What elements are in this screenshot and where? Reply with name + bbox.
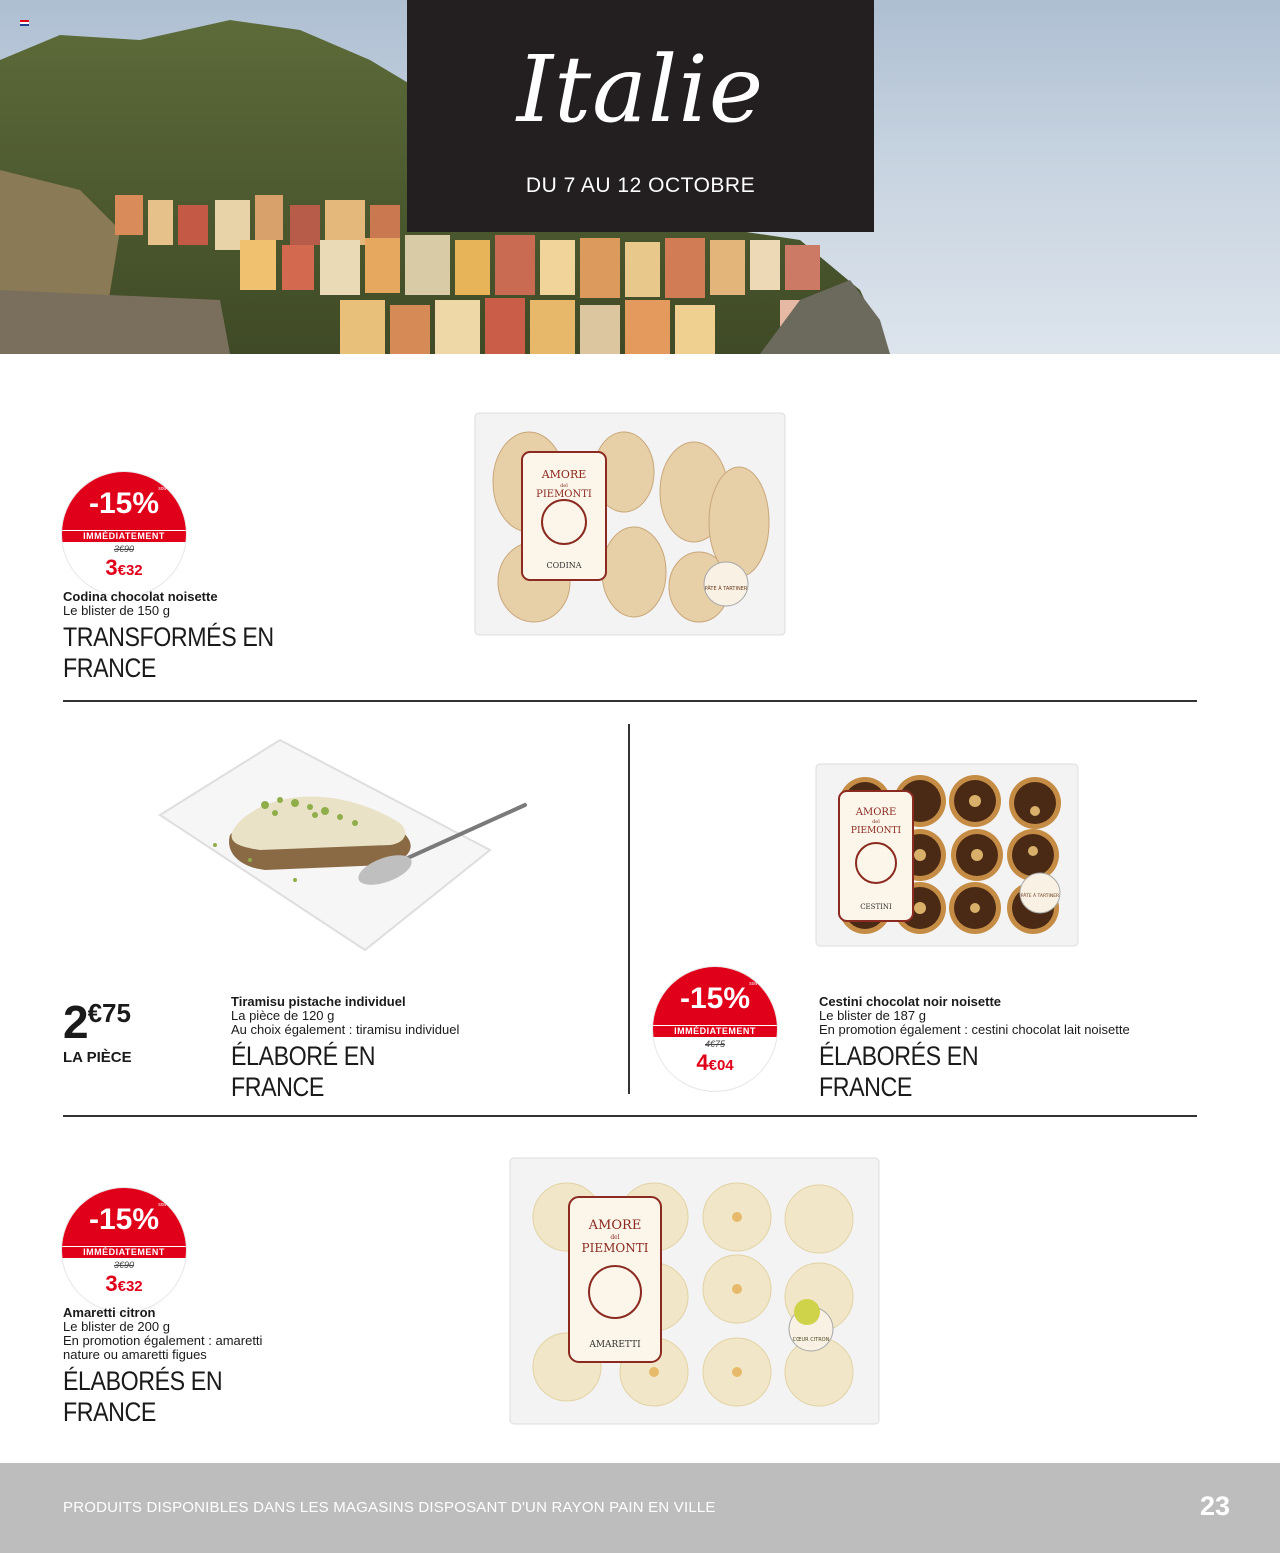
product-detail: En promotion également : amaretti xyxy=(63,1333,263,1348)
discount-percent: -15% xyxy=(62,472,186,530)
package-brand-top: AMORE xyxy=(855,807,897,818)
new-price xyxy=(62,555,186,581)
discount-percent: -15% xyxy=(62,1188,186,1246)
new-price-int: 3 xyxy=(105,1271,118,1296)
italian-flag-icon xyxy=(20,20,29,26)
product-name: Tiramisu pistache individuel xyxy=(231,994,406,1009)
package-brand-mid: del xyxy=(610,1234,620,1241)
availability-note: PRODUITS DISPONIBLES DANS LES MAGASINS DISPOSANT D'UN RAYON PAIN EN VILLE xyxy=(63,1499,716,1516)
product-info xyxy=(231,994,459,1103)
new-price-dec: €32 xyxy=(117,1278,143,1295)
discount-badge xyxy=(62,472,186,596)
discount-badge xyxy=(653,967,777,1091)
product-origin: ÉLABORÉS EN FRANCE xyxy=(63,1366,223,1427)
product-detail: Le blister de 200 g xyxy=(63,1319,170,1334)
badge-fine-print: soit xyxy=(158,1202,166,1208)
package-brand-bottom: PIEMONTI xyxy=(850,826,902,836)
product-detail: Au choix également : tiramisu individuel xyxy=(231,1022,460,1037)
package-brand-top: AMORE xyxy=(541,468,587,481)
flag-stripe xyxy=(20,24,29,26)
page-title: Italie xyxy=(516,36,765,143)
badge-fine-print: soit xyxy=(158,486,166,492)
package-product-name: AMARETTI xyxy=(589,1340,641,1350)
product-detail: En promotion également : cestini chocolat lait noisette xyxy=(819,1022,1130,1037)
product-origin: ÉLABORÉ EN FRANCE xyxy=(231,1041,376,1102)
old-price: 4€75 xyxy=(704,1039,726,1049)
amaretti-package-image xyxy=(509,1157,880,1425)
old-price: 3€90 xyxy=(113,544,135,554)
product-origin: ÉLABORÉS EN FRANCE xyxy=(819,1041,979,1102)
price-int: 2 xyxy=(63,996,88,1048)
package-tag: PÂTE À TARTINER xyxy=(1020,894,1060,899)
tiramisu-plate-image xyxy=(155,735,535,955)
column-divider xyxy=(628,724,630,1094)
discount-badge xyxy=(62,1188,186,1312)
section-divider xyxy=(63,1115,1197,1117)
product-name: Amaretti citron xyxy=(63,1305,156,1320)
discount-percent: -15% xyxy=(653,967,777,1025)
product-detail: Le blister de 187 g xyxy=(819,1008,926,1023)
discount-label: IMMÉDIATEMENT xyxy=(653,1025,777,1037)
unit-price xyxy=(63,988,132,1047)
package-brand-mid: del xyxy=(560,483,568,489)
product-name: Codina chocolat noisette xyxy=(63,589,218,604)
promo-dates: DU 7 AU 12 OCTOBRE xyxy=(525,174,756,197)
package-tag: PÂTE À TARTINER xyxy=(704,586,748,592)
product-info xyxy=(819,994,1130,1103)
page-number: 23 xyxy=(1199,1491,1230,1521)
new-price xyxy=(653,1050,777,1076)
price-unit: LA PIÈCE xyxy=(63,1049,132,1066)
product-detail: nature ou amaretti figues xyxy=(63,1347,207,1362)
product-name: Cestini chocolat noir noisette xyxy=(819,994,1002,1009)
hero-banner xyxy=(0,0,1280,354)
package-brand-bottom: PIEMONTI xyxy=(581,1241,649,1255)
product-origin: TRANSFORMÉS EN FRANCE xyxy=(63,622,274,683)
title-panel xyxy=(407,0,874,232)
package-brand-mid: del xyxy=(872,819,880,825)
package-brand-top: AMORE xyxy=(588,1218,642,1233)
package-tag: CŒUR CITRON xyxy=(792,1337,830,1343)
product-detail: La pièce de 120 g xyxy=(231,1008,335,1023)
cestini-package-image xyxy=(815,763,1079,947)
new-price-dec: €04 xyxy=(708,1057,734,1074)
price-tag xyxy=(63,988,132,1066)
old-price: 3€90 xyxy=(113,1260,135,1270)
package-product-name: CESTINI xyxy=(860,903,892,911)
new-price-int: 3 xyxy=(105,555,118,580)
badge-fine-print: soit xyxy=(749,981,757,987)
product-info xyxy=(63,589,308,684)
discount-label: IMMÉDIATEMENT xyxy=(62,530,186,542)
new-price-dec: €32 xyxy=(117,562,143,579)
product-detail: Le blister de 150 g xyxy=(63,603,170,618)
codina-package-image xyxy=(474,412,786,636)
section-divider xyxy=(63,700,1197,702)
new-price-int: 4 xyxy=(696,1050,709,1075)
new-price xyxy=(62,1271,186,1297)
package-product-name: CODINA xyxy=(546,561,582,570)
package-brand-bottom: PIEMONTI xyxy=(536,489,592,500)
discount-label: IMMÉDIATEMENT xyxy=(62,1246,186,1258)
price-dec: €75 xyxy=(87,998,131,1028)
product-info xyxy=(63,1305,262,1428)
page-footer xyxy=(0,1463,1280,1553)
